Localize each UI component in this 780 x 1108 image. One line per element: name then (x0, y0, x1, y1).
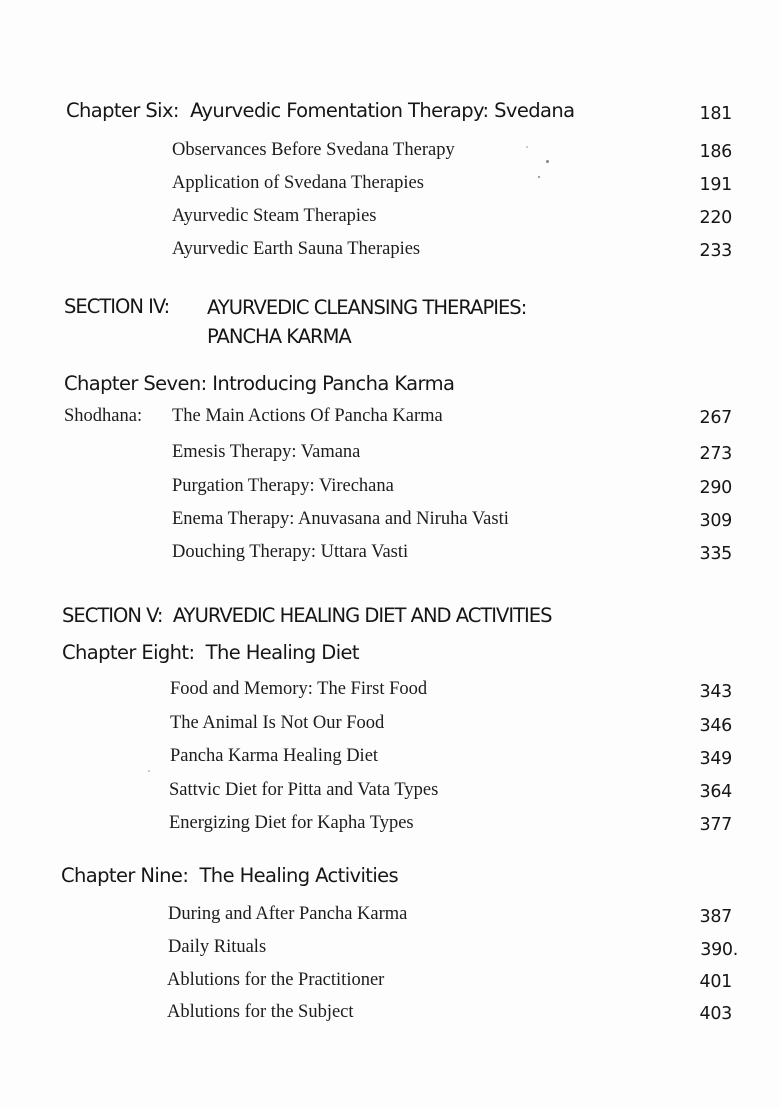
toc-entry-page: 220 (699, 208, 732, 228)
toc-entry-page: 403 (699, 1004, 732, 1024)
toc-entry-page: 343 (699, 682, 732, 702)
toc-entry-page: 290 (699, 478, 732, 498)
section-title: AYURVEDIC HEALING DIET AND ACTIVITIES (172, 604, 552, 627)
chapter-eight-heading (62, 641, 359, 664)
toc-entry-page: 390. (700, 940, 738, 960)
chapter-nine-heading (61, 864, 398, 887)
toc-entry: Ablutions for the Practitioner (167, 970, 385, 990)
chapter-six-heading (66, 99, 574, 122)
toc-entry-page: 401 (699, 972, 732, 992)
toc-entry: Douching Therapy: Uttara Vasti (172, 542, 409, 562)
toc-entry-page: 186 (699, 142, 732, 162)
scan-speck (526, 146, 528, 148)
section-label: SECTION V: (62, 604, 163, 627)
chapter-seven-heading (64, 372, 454, 395)
section-four-title-line1: AYURVEDIC CLEANSING THERAPIES: (207, 296, 527, 319)
chapter-label: Chapter Eight: (62, 641, 195, 664)
toc-entry: Daily Rituals (168, 937, 267, 957)
shodhana-label: Shodhana: (64, 406, 143, 426)
chapter-label: Chapter Six: (66, 99, 179, 122)
toc-entry: Ayurvedic Steam Therapies (172, 206, 377, 226)
chapter-title: The Healing Diet (205, 641, 359, 664)
toc-entry: During and After Pancha Karma (168, 904, 408, 924)
chapter-label: Chapter Nine: (61, 864, 189, 887)
toc-entry-page: 309 (699, 511, 732, 531)
toc-entry: Purgation Therapy: Virechana (172, 476, 394, 496)
toc-entry-page: 267 (699, 408, 732, 428)
scan-speck (546, 160, 549, 163)
toc-entry: Pancha Karma Healing Diet (170, 746, 379, 766)
section-four-label: SECTION IV: (64, 295, 170, 318)
scan-speck (148, 770, 150, 772)
toc-entry: Sattvic Diet for Pitta and Vata Types (169, 780, 439, 800)
section-five-heading (62, 604, 551, 627)
chapter-title: The Healing Activities (199, 864, 399, 887)
toc-entry: Emesis Therapy: Vamana (172, 442, 361, 462)
toc-entry-page: 346 (699, 716, 732, 736)
toc-entry: Energizing Diet for Kapha Types (169, 813, 414, 833)
section-four-title-line2: PANCHA KARMA (207, 325, 351, 348)
toc-entry: Food and Memory: The First Food (170, 679, 428, 699)
toc-entry-page: 191 (699, 175, 732, 195)
toc-entry-page: 233 (699, 241, 732, 261)
toc-entry-page: 349 (699, 749, 732, 769)
toc-entry: Ayurvedic Earth Sauna Therapies (172, 239, 421, 259)
toc-entry: The Main Actions Of Pancha Karma (172, 406, 443, 426)
scan-speck (538, 176, 540, 178)
toc-entry-page: 377 (699, 815, 732, 835)
toc-entry-page: 273 (699, 444, 732, 464)
toc-entry: Enema Therapy: Anuvasana and Niruha Vasti (172, 509, 509, 529)
toc-entry-page: 387 (699, 907, 732, 927)
toc-entry-page: 364 (699, 782, 732, 802)
chapter-title: Introducing Pancha Karma (212, 372, 455, 395)
chapter-six-page: 181 (699, 104, 732, 124)
toc-entry: Application of Svedana Therapies (172, 173, 424, 193)
toc-entry: Ablutions for the Subject (167, 1002, 354, 1022)
chapter-title: Ayurvedic Fomentation Therapy: Svedana (190, 99, 575, 122)
toc-entry-page: 335 (699, 544, 732, 564)
chapter-label: Chapter Seven: (64, 372, 207, 395)
toc-entry: Observances Before Svedana Therapy (172, 140, 455, 160)
toc-entry: The Animal Is Not Our Food (170, 713, 385, 733)
